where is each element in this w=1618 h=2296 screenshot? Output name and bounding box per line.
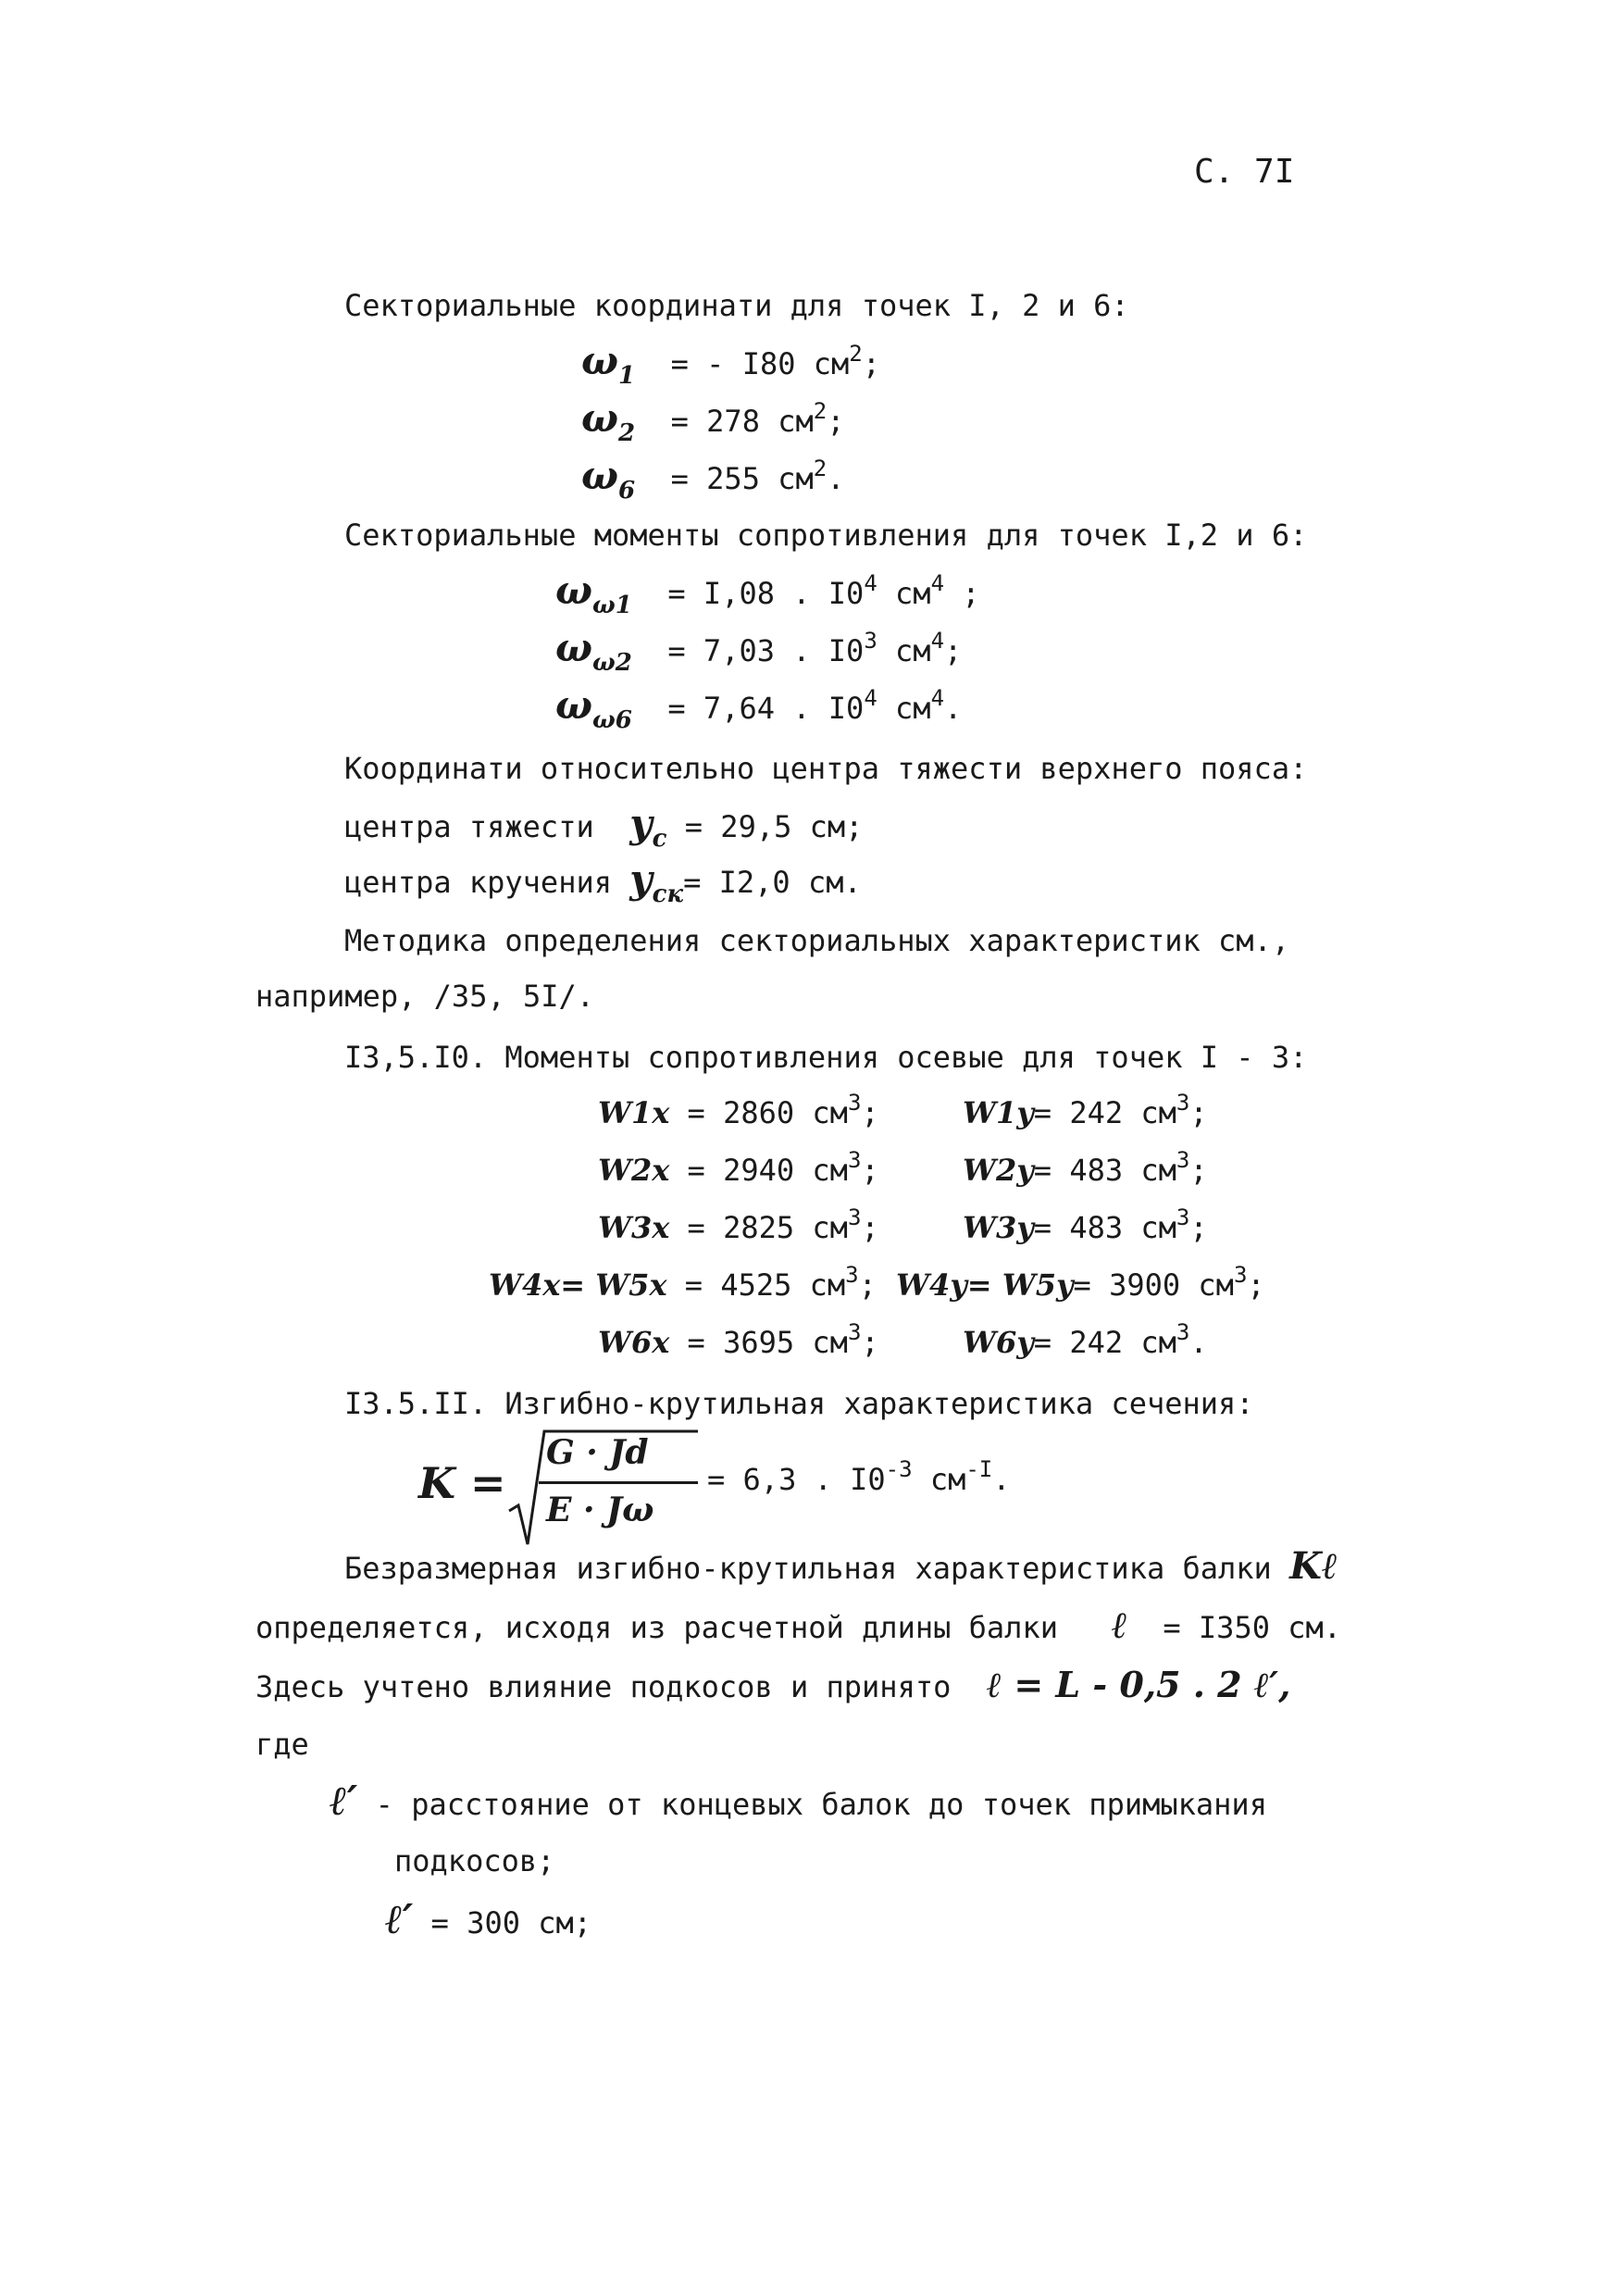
length-line: определяется, исходя из расчетной длины балки ℓ = I350 см. [255,1603,1342,1647]
axial-row-4-y: W4y= W5y= 3900 $см^3$; [896,1262,1265,1303]
axial-heading: I3,5.I0. Моменты сопротивления осевые для точек I - 3: [344,1040,1308,1075]
axial-row-4: W4x= W5x = 4525 $см^3$; [489,1262,877,1303]
torsion-value: = 6,3 . $I0^{-3}$ $см^{-I}$. [707,1456,1011,1497]
axial-row-5-y: W6y= 242 $см^3$. [963,1319,1208,1360]
axial-row-1: W1x = 2860 $см^3$; [598,1090,879,1130]
omega-symbol: ω [581,395,618,441]
definition-line: ℓ′ - расстояние от концевых балок до точек примыкания [330,1778,1267,1825]
coords-heading: Координати относительно центра тяжести верхнего пояса: [344,751,1308,786]
where-word: где [255,1727,309,1762]
omega-symbol: ω [581,453,618,498]
sector-coords-heading: Секториальные координати для точек I, 2 и 6: [344,288,1129,323]
centroid-line: центра тяжести $y_c = 29,5$ см; [344,801,864,853]
omega-1-formula: $\omega_1$ = - I80 $см^2$; [581,338,880,390]
omega-omega-1-formula: $\omega_{\omega 1} = I,08$ . $I0^4$ $см^4$ ; [555,568,980,619]
axial-row-2: W2x = 2940 $см^3$; [598,1147,879,1188]
omega-6-formula: $\omega_6 = 255$ $см^2$. [581,453,845,505]
fraction-numerator: G · Jd [546,1433,649,1472]
shear-center-line: центра кручения $y_{ск}= I2,0$ см. [344,856,862,908]
axial-row-3-y: W3y= 483 $см^3$; [963,1204,1208,1245]
axial-row-1-y: W1y= 242 $см^3$; [963,1090,1208,1130]
dimensionless-line: Безразмерная изгибно-крутильная характеристика балки Kℓ [344,1544,1338,1588]
fraction-bar [539,1481,698,1484]
axial-row-3: W3x = 2825 $см^3$; [598,1204,879,1245]
definition-value: ℓ′ = 300 см; [385,1896,592,1943]
method-line-1: Методика определения секториальных характеристик см., [344,923,1290,958]
method-line-2: например, /35, 5I/. [255,979,595,1014]
axial-row-5: W6x = 3695 $см^3$; [598,1319,879,1360]
axial-row-2-y: W2y= 483 $см^3$; [963,1147,1208,1188]
k-symbol: K = [418,1458,506,1508]
definition-line-2: подкосов; [394,1843,555,1878]
omega-omega-2-formula: $\omega_{\omega 2} = 7,03$ . $I0^3$ $см^4$; [555,625,963,677]
sector-moments-heading: Секториальные моменты сопротивления для точек I,2 и 6: [344,518,1308,553]
braces-line: Здесь учтено влияние подкосов и принято ℓ = L - 0,5 . 2 ℓ′, [255,1664,1291,1705]
torsion-heading: I3.5.II. Изгибно-крутильная характеристика сечения: [344,1386,1254,1421]
omega-2-formula: $\omega_2 = 278$ $см^2$; [581,395,845,447]
fraction-denominator: E · Jω [546,1491,654,1529]
omega-omega-6-formula: $\omega_{\omega 6} = 7,64$ . $I0^4$ $см^4$. [555,682,963,734]
page-number: С. 7I [1194,153,1295,191]
omega-symbol: ω [581,338,618,383]
